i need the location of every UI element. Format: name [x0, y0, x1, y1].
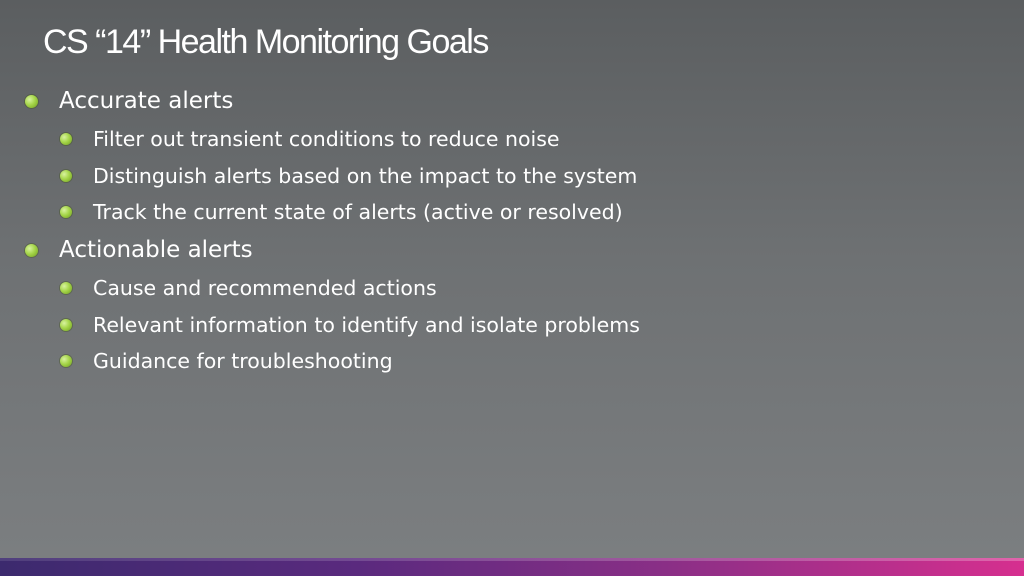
slide-title: CS “14” Health Monitoring Goals — [43, 23, 488, 61]
bullet-icon — [60, 355, 72, 367]
sub-bullet-text: Relevant information to identify and isolate problems — [93, 313, 640, 337]
bullet-text: Accurate alerts — [59, 88, 234, 114]
bottom-accent-bar — [0, 558, 1024, 576]
sub-bullet-item — [60, 346, 393, 376]
sub-bullet-item — [60, 161, 637, 191]
sub-bullet-text: Guidance for troubleshooting — [93, 349, 393, 373]
sub-bullet-item — [60, 197, 623, 227]
bullet-icon — [60, 170, 72, 182]
bullet-icon — [60, 282, 72, 294]
sub-bullet-text: Filter out transient conditions to reduce noise — [93, 127, 560, 151]
bullet-icon — [25, 95, 38, 108]
bullet-icon — [25, 244, 38, 257]
bullet-text: Actionable alerts — [59, 237, 253, 263]
sub-bullet-item — [60, 124, 560, 154]
bullet-item-actionable-alerts — [25, 234, 253, 266]
bullet-icon — [60, 319, 72, 331]
bullet-icon — [60, 206, 72, 218]
bullet-icon — [60, 133, 72, 145]
sub-bullet-item — [60, 310, 640, 340]
sub-bullet-item — [60, 273, 437, 303]
sub-bullet-text: Cause and recommended actions — [93, 276, 437, 300]
bullet-item-accurate-alerts — [25, 85, 233, 117]
sub-bullet-text: Distinguish alerts based on the impact to the system — [93, 164, 638, 188]
sub-bullet-text: Track the current state of alerts (active or resolved) — [93, 200, 623, 224]
